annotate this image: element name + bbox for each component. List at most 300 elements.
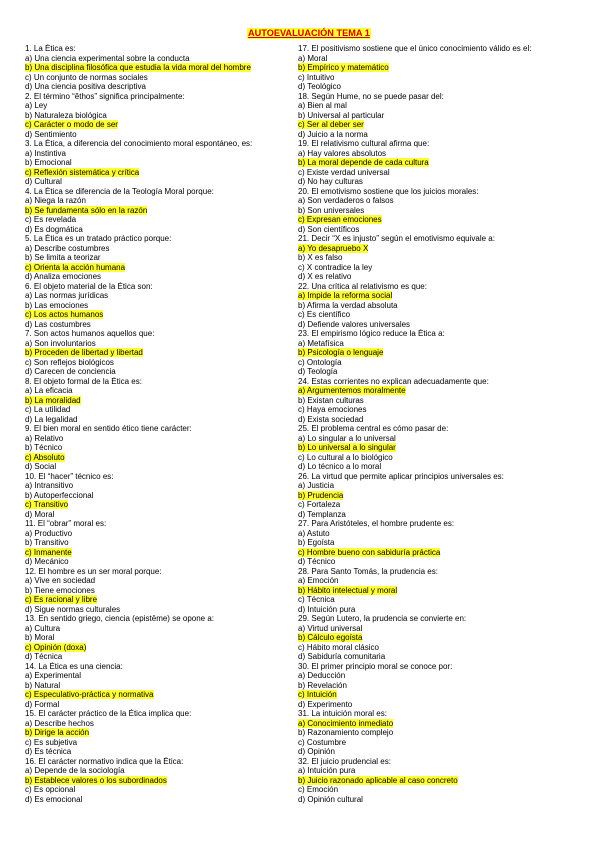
option-text: a) Niega la razón (25, 196, 86, 205)
answer-option-correct (25, 206, 300, 216)
option-text: a) Las normas jurídicas (25, 291, 109, 300)
question-text: 22. Una crítica al relativismo es que: (298, 281, 427, 291)
option-text: c) Carácter o modo de ser (25, 120, 118, 129)
question-block (25, 709, 300, 757)
question-text: 15. El carácter práctico de la Ética implica que: (25, 709, 192, 718)
question-block (298, 187, 573, 235)
option-text: d) Juicio a la norma (298, 129, 368, 139)
option-text: d) Cultural (25, 177, 62, 186)
question-block (298, 139, 573, 187)
answer-option (25, 320, 300, 330)
question-text: 5. La Ética es un tratado práctico porque: (25, 234, 172, 243)
option-text: a) Lo singular a lo universal (298, 433, 396, 443)
option-text: c) Emoción (298, 785, 339, 794)
option-text: a) Emoción (298, 576, 339, 585)
answer-option (25, 557, 300, 567)
answer-option-correct (25, 500, 300, 510)
answer-option (25, 652, 300, 662)
answer-option (25, 358, 300, 368)
answer-option (298, 500, 573, 510)
question-text: 9. El bien moral en sentido ético tiene carácter: (25, 424, 192, 433)
question-text: 16. El carácter normativo indica que la Ética: (25, 756, 184, 766)
answer-option (25, 795, 300, 805)
answer-option (25, 415, 300, 425)
question-text: 7. Son actos humanos aquellos que: (25, 329, 155, 338)
option-text: a) Intransitivo (25, 481, 74, 490)
option-text: d) Son científicos (298, 224, 360, 234)
answer-option (25, 367, 300, 377)
answer-option (298, 130, 573, 140)
answer-option (298, 510, 573, 520)
option-text: c) Existe verdad universal (298, 167, 390, 177)
question-block (25, 424, 300, 472)
question-text: 31. La intuición moral es: (298, 709, 387, 718)
option-text: c) Expresan emociones (298, 215, 382, 224)
answer-option (298, 82, 573, 92)
answer-option (25, 462, 300, 472)
answer-option (298, 538, 573, 548)
question-block (298, 519, 573, 567)
answer-option (298, 196, 573, 206)
answer-option (298, 738, 573, 748)
option-text: b) Proceden de libertad y libertad (25, 348, 143, 357)
answer-option (298, 434, 573, 444)
option-text: a) Yo desapruebo X (298, 243, 369, 253)
option-text: b) Existan culturas (298, 395, 364, 405)
option-text: c) Es subjetiva (25, 737, 78, 747)
answer-option (298, 54, 573, 64)
answer-option (298, 149, 573, 159)
question-block (25, 519, 300, 567)
answer-option (25, 272, 300, 282)
answer-option-correct (25, 120, 300, 130)
option-text: b) La moralidad (25, 395, 81, 405)
option-text: b) Psicología o lenguaje (298, 348, 384, 357)
option-text: b) Tiene emociones (25, 585, 95, 595)
question-text: 29. Según Lutero, la prudencia se convierte en: (298, 614, 467, 623)
answer-option (25, 101, 300, 111)
answer-option (25, 481, 300, 491)
question-text: 32. El juicio prudencial es: (298, 756, 391, 766)
option-text: b) Son universales (298, 205, 365, 215)
question-text: 18. Según Hume, no se puede pasar del: (298, 91, 444, 101)
answer-option (25, 82, 300, 92)
option-text: c) Inmanente (25, 547, 72, 557)
answer-option (298, 73, 573, 83)
answer-option (25, 149, 300, 159)
option-text: a) Describe hechos (25, 718, 94, 728)
option-text: a) Virtud universal (298, 623, 363, 633)
answer-option (298, 415, 573, 425)
option-text: a) Intuición pura (298, 766, 356, 775)
option-text: c) Fortaleza (298, 500, 341, 509)
option-text: c) Absoluto (25, 452, 65, 462)
option-text: c) Es científico (298, 310, 351, 319)
answer-option (25, 747, 300, 757)
option-text: c) Ontología (298, 357, 342, 367)
question-text: 11. El “obrar” moral es: (25, 519, 107, 528)
option-text: c) Es racional y libre (25, 595, 98, 604)
option-text: d) Defiende valores universales (298, 319, 411, 329)
option-text: d) Las costumbres (25, 319, 91, 329)
option-text: d) La legalidad (25, 414, 78, 424)
left-column (25, 44, 300, 804)
answer-option (25, 605, 300, 615)
answer-option (25, 538, 300, 548)
question-block (298, 282, 573, 330)
option-text: d) Analiza emociones (25, 272, 102, 281)
question-block (298, 757, 573, 805)
option-text: a) La eficacia (25, 386, 73, 395)
answer-option-correct (25, 168, 300, 178)
answer-option (25, 244, 300, 254)
answer-option (25, 253, 300, 263)
answer-option (25, 633, 300, 643)
question-text: 25. El problema central es cómo pasar de: (298, 424, 449, 433)
question-block (298, 329, 573, 377)
answer-option (298, 177, 573, 187)
answer-option-correct (298, 491, 573, 501)
option-text: d) Sabiduría comunitaria (298, 652, 386, 661)
question-text: 2. El término “êthos” significa principalmente: (25, 91, 185, 101)
answer-option-correct (25, 643, 300, 653)
option-text: a) Vive en sociedad (25, 576, 96, 585)
answer-option (298, 339, 573, 349)
question-block (298, 662, 573, 710)
answer-option-correct (298, 386, 573, 396)
option-text: c) Técnica (298, 595, 335, 604)
option-text: b) Empírico y matemático (298, 63, 389, 72)
question-text: 13. En sentido griego, ciencia (epistēme) se opone a: (25, 614, 215, 623)
answer-option (25, 719, 300, 729)
answer-option-correct (25, 776, 300, 786)
answer-option-correct (298, 348, 573, 358)
answer-option (298, 310, 573, 320)
answer-option (298, 785, 573, 795)
question-text: 20. El emotivismo sostiene que los juicios morales: (298, 186, 479, 196)
answer-option (25, 386, 300, 396)
answer-option (298, 168, 573, 178)
answer-option-correct (298, 443, 573, 453)
question-block (298, 44, 573, 92)
option-text: d) Mecánico (25, 557, 69, 566)
question-block (25, 614, 300, 662)
answer-option (25, 785, 300, 795)
answer-option (298, 700, 573, 710)
option-text: c) X contradice la ley (298, 262, 373, 272)
option-text: c) Los actos humanos (25, 310, 104, 319)
option-text: d) Formal (25, 699, 60, 709)
option-text: d) Exista sociedad (298, 414, 364, 424)
answer-option-correct (298, 244, 573, 254)
option-text: c) Especulativo-práctica y normativa (25, 690, 154, 699)
answer-option (298, 728, 573, 738)
option-text: a) Son involuntarios (25, 338, 96, 348)
answer-option-correct (25, 263, 300, 273)
answer-option (298, 396, 573, 406)
question-text: 19. El relativismo cultural afirma que: (298, 139, 430, 148)
right-column (298, 44, 573, 804)
option-text: b) Hábito intelectual y moral (298, 585, 398, 595)
option-text: c) Opinión (doxa) (25, 642, 87, 652)
answer-option (298, 624, 573, 634)
answer-option-correct (298, 120, 573, 130)
answer-option (25, 196, 300, 206)
option-text: d) Intuición pura (298, 604, 356, 614)
option-text: c) Haya emociones (298, 405, 367, 414)
question-block (298, 377, 573, 425)
option-text: d) Sigue normas culturales (25, 604, 121, 614)
answer-option (25, 73, 300, 83)
option-text: b) Cálculo egoísta (298, 633, 363, 642)
answer-option (298, 605, 573, 615)
question-block (25, 662, 300, 710)
option-text: d) Es dogmática (25, 224, 83, 234)
option-text: d) Teológico (298, 82, 341, 91)
option-text: c) Lo cultural a lo biológico (298, 452, 393, 462)
question-block (25, 282, 300, 330)
option-text: c) Costumbre (298, 737, 347, 747)
answer-option (298, 795, 573, 805)
answer-option (25, 700, 300, 710)
option-text: d) Experimento (298, 699, 353, 709)
question-block (298, 614, 573, 662)
answer-option-correct (298, 690, 573, 700)
option-text: a) Astuto (298, 528, 330, 538)
answer-option (25, 510, 300, 520)
question-text: 8. El objeto formal de la Ética es: (25, 376, 142, 386)
answer-option (25, 54, 300, 64)
option-text: d) Teología (298, 367, 338, 376)
option-text: a) Son verdaderos o falsos (298, 196, 394, 205)
option-text: c) Orienta la acción humana (25, 262, 126, 272)
option-text: a) Conocimiento inmediato (298, 718, 394, 728)
option-text: d) Técnica (25, 652, 63, 661)
answer-option (25, 291, 300, 301)
option-text: c) Intuitivo (298, 72, 335, 82)
option-text: d) Social (25, 462, 57, 471)
option-text: d) Carecen de conciencia (25, 367, 116, 376)
answer-option (298, 320, 573, 330)
option-text: b) Dirige la acción (25, 728, 90, 737)
option-text: c) Es revelada (25, 215, 77, 224)
answer-option (25, 529, 300, 539)
question-text: 23. El empirismo lógico reduce la Ética a: (298, 329, 445, 338)
option-text: b) Moral (25, 633, 55, 642)
answer-option (298, 111, 573, 121)
answer-option (298, 595, 573, 605)
option-text: b) Universal al particular (298, 110, 385, 120)
answer-option-correct (25, 690, 300, 700)
question-block (25, 92, 300, 140)
option-text: b) Se fundamenta sólo en la razón (25, 205, 148, 215)
question-block (25, 567, 300, 615)
option-text: d) Técnico (298, 557, 336, 566)
option-text: c) Intuición (298, 690, 337, 699)
option-text: b) Revelación (298, 680, 347, 690)
answer-option (25, 586, 300, 596)
option-text: c) Ser al deber ser (298, 120, 364, 129)
option-text: b) Las emociones (25, 300, 89, 310)
answer-option-correct (25, 728, 300, 738)
answer-option (298, 529, 573, 539)
option-text: b) Lo universal a lo singular (298, 443, 396, 452)
option-text: a) Moral (298, 53, 328, 63)
question-block (298, 472, 573, 520)
answer-option-correct (298, 158, 573, 168)
question-block (298, 709, 573, 757)
answer-option (298, 681, 573, 691)
question-block (298, 567, 573, 615)
option-text: b) Establece valores o los subordinados (25, 775, 167, 785)
option-text: a) Una ciencia experimental sobre la conducta (25, 53, 190, 63)
option-text: c) La utilidad (25, 405, 71, 414)
answer-option (25, 339, 300, 349)
option-text: c) Hombre bueno con sabiduría práctica (298, 547, 441, 557)
answer-option (298, 101, 573, 111)
answer-option (25, 766, 300, 776)
answer-option (298, 766, 573, 776)
option-text: b) Transitivo (25, 538, 69, 547)
option-text: d) Lo técnico a lo moral (298, 462, 382, 471)
question-block (25, 234, 300, 282)
question-block (298, 424, 573, 472)
answer-option (298, 358, 573, 368)
answer-option (25, 177, 300, 187)
answer-option-correct (25, 548, 300, 558)
page-title: AUTOEVALUACIÓN TEMA 1 (248, 28, 370, 38)
answer-option (298, 225, 573, 235)
question-text: 28. Para Santo Tomás, la prudencia es: (298, 566, 438, 576)
answer-option-correct (298, 633, 573, 643)
answer-option-correct (298, 215, 573, 225)
question-text: 17. El positivismo sostiene que el único conocimiento válido es el: (298, 44, 532, 53)
question-block (298, 92, 573, 140)
answer-option-correct (298, 63, 573, 73)
question-text: 4. La Ética se diferencia de la Teología Moral porque: (25, 186, 214, 196)
answer-option (25, 158, 300, 168)
answer-option (298, 747, 573, 757)
option-text: b) La moral depende de cada cultura (298, 158, 429, 167)
answer-option (25, 225, 300, 235)
answer-option (25, 434, 300, 444)
question-block (25, 329, 300, 377)
question-text: 10. El “hacer” técnico es: (25, 471, 114, 481)
answer-option (298, 481, 573, 491)
option-text: a) Cultura (25, 623, 61, 633)
option-text: a) Describe costumbres (25, 243, 110, 253)
question-text: 30. El primer principio moral se conoce por: (298, 661, 453, 671)
answer-option (298, 453, 573, 463)
option-text: b) Natural (25, 680, 61, 690)
option-text: c) Son reflejos biológicos (25, 357, 114, 367)
answer-option (25, 130, 300, 140)
question-text: 3. La Ética, a diferencia del conocimiento moral espontáneo, es: (25, 139, 253, 148)
option-text: d) X es relativo (298, 272, 352, 281)
question-text: 14. La Ética es una ciencia: (25, 661, 123, 671)
option-text: d) Opinión cultural (298, 794, 363, 804)
answer-option (25, 624, 300, 634)
option-text: b) Egoísta (298, 538, 335, 547)
question-text: 21. Decir “X es injusto” según el emotivismo equivale a: (298, 234, 495, 243)
option-text: a) Relativo (25, 433, 64, 443)
option-text: c) Transitivo (25, 500, 69, 509)
answer-option (25, 215, 300, 225)
answer-option (25, 111, 300, 121)
answer-option (298, 301, 573, 311)
answer-option (25, 576, 300, 586)
option-text: b) X es falso (298, 253, 343, 262)
option-text: a) Depende de la sociología (25, 766, 125, 775)
answer-option-correct (25, 595, 300, 605)
option-text: c) Es opcional (25, 785, 76, 794)
answer-option-correct (25, 310, 300, 320)
option-text: d) Opinión (298, 747, 335, 756)
option-text: a) Ley (25, 101, 48, 110)
option-text: b) Técnico (25, 443, 63, 452)
option-text: a) Justicia (298, 481, 335, 490)
option-text: d) Una ciencia positiva descriptiva (25, 82, 146, 91)
answer-option (298, 671, 573, 681)
option-text: d) Es técnica (25, 747, 72, 756)
question-text: 1. La Ética es: (25, 44, 76, 53)
option-text: a) Experimental (25, 671, 82, 680)
question-text: 26. La virtud que permite aplicar principios universales es: (298, 471, 504, 481)
option-text: a) Argumentemos moralmente (298, 386, 406, 395)
answer-option (25, 301, 300, 311)
option-text: a) Instintiva (25, 148, 66, 158)
option-text: b) Razonamiento complejo (298, 728, 394, 737)
answer-option (298, 367, 573, 377)
option-text: c) Hábito moral clásico (298, 642, 379, 652)
answer-option (298, 272, 573, 282)
question-text: 12. El hombre es un ser moral porque: (25, 566, 162, 576)
answer-option (25, 491, 300, 501)
question-block (25, 44, 300, 92)
answer-option-correct (298, 291, 573, 301)
question-text: 27. Para Aristóteles, el hombre prudente es: (298, 519, 455, 528)
option-text: b) Se limita a teorizar (25, 253, 101, 262)
answer-option-correct (298, 548, 573, 558)
question-block (25, 139, 300, 187)
option-text: b) Afirma la verdad absoluta (298, 300, 398, 310)
answer-option (298, 405, 573, 415)
option-text: d) No hay culturas (298, 177, 363, 186)
answer-option (298, 263, 573, 273)
answer-option-correct (25, 453, 300, 463)
option-text: d) Moral (25, 509, 55, 519)
option-text: a) Deducción (298, 671, 346, 680)
option-text: a) Productivo (25, 528, 73, 538)
answer-option (25, 681, 300, 691)
option-text: c) Reflexión sistemática y crítica (25, 167, 140, 177)
answer-option-correct (298, 719, 573, 729)
question-text: 24. Estas corrientes no explican adecuadamente que: (298, 376, 489, 386)
question-block (25, 377, 300, 425)
option-text: a) Hay valores absolutos (298, 148, 387, 158)
option-text: a) Metafísica (298, 338, 344, 348)
answer-option-correct (298, 586, 573, 596)
question-text: 6. El objeto material de la Ética son: (25, 281, 153, 291)
answer-option-correct (25, 396, 300, 406)
option-text: b) Prudencia (298, 490, 344, 500)
answer-option (25, 671, 300, 681)
option-text: d) Templanza (298, 509, 346, 519)
option-text: b) Autoperfeccional (25, 490, 94, 500)
answer-option (25, 405, 300, 415)
option-text: d) Sentimiento (25, 129, 77, 139)
question-block (298, 234, 573, 282)
